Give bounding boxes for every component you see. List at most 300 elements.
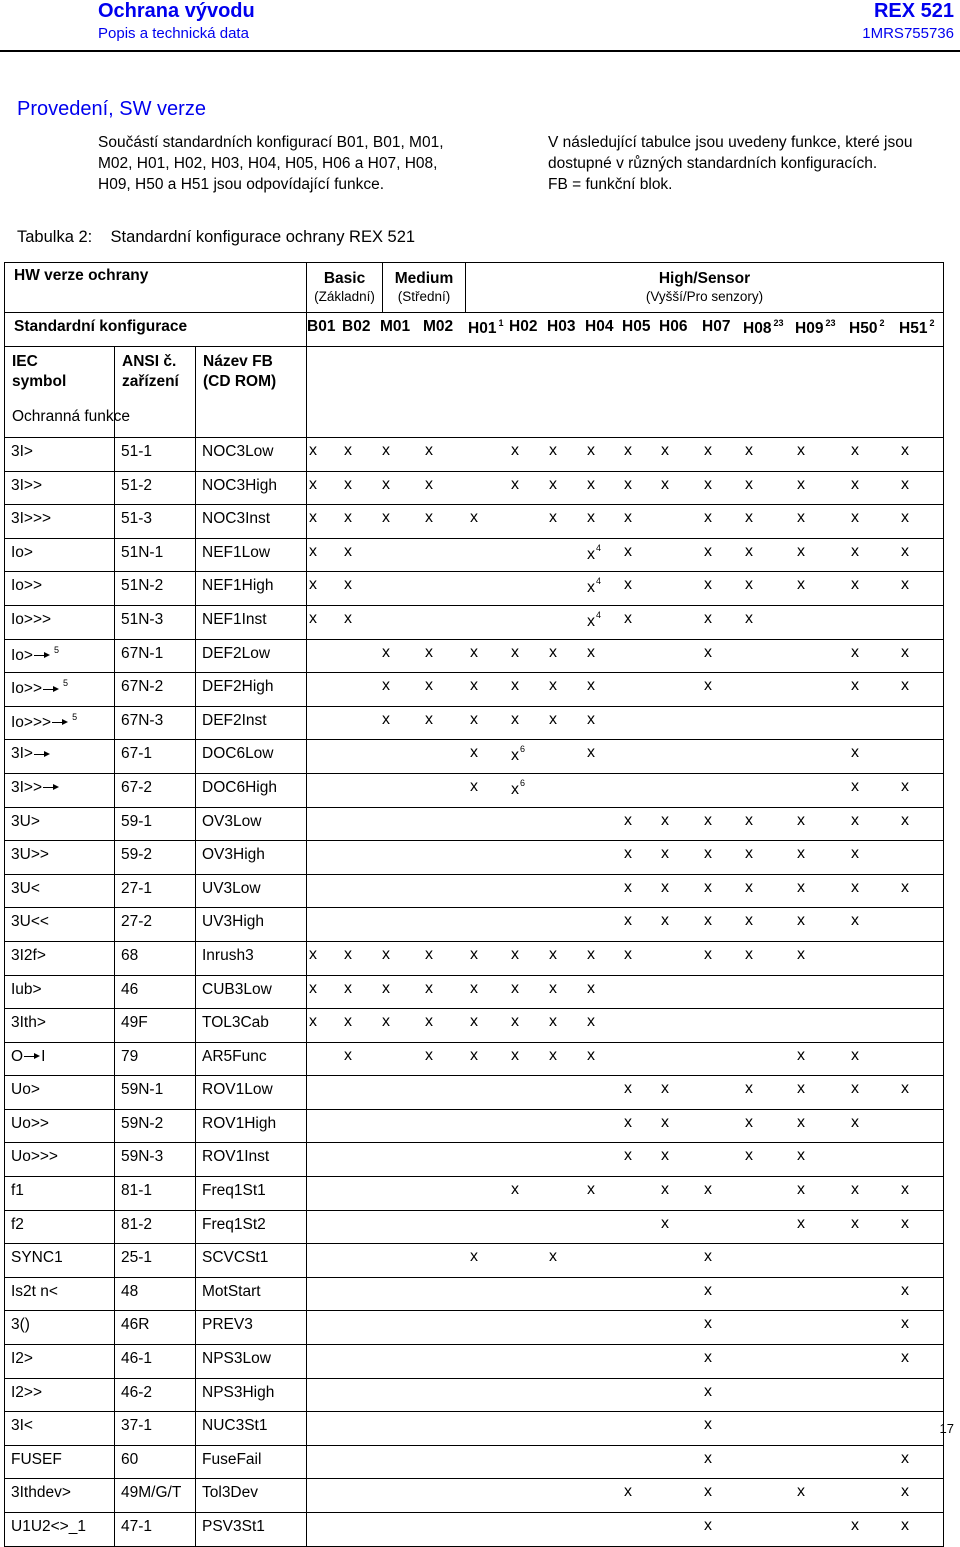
iec-symbol: 3U<: [5, 874, 115, 908]
config-marks: [307, 740, 944, 774]
availability-mark: x: [511, 442, 520, 459]
ansi-number: 48: [115, 1277, 196, 1311]
ansi-number: 68: [115, 941, 196, 975]
availability-mark: x: [382, 710, 391, 728]
availability-mark: x: [425, 1046, 434, 1064]
availability-mark: x: [587, 475, 596, 493]
direction-arrow-icon: [52, 718, 68, 727]
availability-mark: x: [704, 845, 713, 863]
availability-mark: x: [704, 1315, 713, 1333]
availability-mark: x: [382, 643, 391, 661]
fb-name: DEF2Low: [196, 639, 307, 673]
availability-mark: x: [704, 1483, 713, 1501]
standard-config-label: Standardní konfigurace: [5, 313, 307, 347]
availability-mark: x: [661, 878, 670, 896]
table-row: [5, 807, 944, 841]
availability-mark: x: [587, 677, 596, 695]
availability-mark: x: [851, 777, 860, 795]
fb-name: NUC3St1: [196, 1412, 307, 1446]
table-row: [5, 1244, 944, 1278]
config-code-h04: H04: [585, 318, 614, 335]
availability-mark: x: [851, 643, 860, 661]
availability-mark: x: [549, 475, 558, 493]
fb-name: FuseFail: [196, 1445, 307, 1479]
availability-mark: x: [704, 442, 713, 459]
iec-symbol: Uo>>>: [5, 1143, 115, 1177]
table-row: [5, 1378, 944, 1412]
availability-mark: x: [745, 609, 754, 627]
availability-mark: x: [470, 643, 479, 661]
ansi-number: 79: [115, 1042, 196, 1076]
fb-name: Inrush3: [196, 941, 307, 975]
config-marks: [307, 1277, 944, 1311]
availability-mark: x: [797, 509, 806, 527]
availability-mark: x: [901, 1080, 910, 1098]
availability-mark: x: [745, 1147, 754, 1165]
availability-mark: x: [901, 442, 910, 459]
availability-mark: x: [797, 576, 806, 594]
availability-mark: x: [901, 576, 910, 594]
availability-mark: x: [661, 475, 670, 493]
ansi-number: 46-1: [115, 1345, 196, 1379]
availability-mark: x: [624, 442, 633, 459]
availability-mark: x: [704, 576, 713, 594]
availability-mark: x: [511, 475, 520, 493]
fb-name: UV3Low: [196, 874, 307, 908]
config-marks: [307, 975, 944, 1009]
iec-symbol: Iub>: [5, 975, 115, 1009]
config-code-h50: H50 $^2$: [849, 318, 885, 337]
availability-mark: x: [624, 1483, 633, 1501]
availability-mark: x: [704, 945, 713, 963]
hw-version-label: HW verze ochrany: [5, 263, 307, 313]
availability-mark: x: [797, 1181, 806, 1199]
config-marks: [307, 1378, 944, 1412]
availability-mark: x: [661, 1147, 670, 1165]
availability-mark: x: [549, 1013, 558, 1031]
config-code-h03: H03: [547, 318, 576, 335]
table-row: [5, 471, 944, 505]
availability-mark: x: [797, 1147, 806, 1165]
table-body: [5, 438, 944, 1547]
config-marks: [307, 572, 944, 606]
availability-mark: x: [745, 1113, 754, 1131]
iec-symbol: U1U2<>_1: [5, 1513, 115, 1547]
config-code-h09: H09 $^{23}$: [795, 318, 836, 337]
config-marks: [307, 1076, 944, 1110]
direction-arrow-icon: [24, 1052, 40, 1061]
availability-mark: x: [470, 710, 479, 728]
availability-mark: x: [851, 878, 860, 896]
availability-mark: x: [587, 643, 596, 661]
availability-mark: x: [797, 1046, 806, 1064]
availability-mark: x: [851, 576, 860, 594]
config-marks: [307, 941, 944, 975]
iec-symbol: O I: [5, 1042, 115, 1076]
fb-name: Tol3Dev: [196, 1479, 307, 1513]
availability-mark: x: [587, 1013, 596, 1031]
availability-mark: x: [704, 475, 713, 493]
availability-mark: x: [425, 710, 434, 728]
availability-mark: x: [704, 643, 713, 661]
iec-symbol: 3I>>: [5, 471, 115, 505]
availability-mark: x: [661, 811, 670, 829]
table-row: [5, 908, 944, 942]
availability-mark: x: [470, 1046, 479, 1064]
availability-mark: x: [344, 979, 353, 997]
intro-right-line: FB = funkční blok.: [548, 176, 673, 193]
ansi-number: 47-1: [115, 1513, 196, 1547]
table-row: [5, 975, 944, 1009]
availability-mark: x: [851, 1046, 860, 1064]
availability-mark: $x^6$: [511, 777, 526, 798]
group-high: [466, 263, 944, 313]
availability-mark: x: [797, 542, 806, 560]
iec-symbol: Io>> $^5$: [5, 673, 115, 707]
availability-mark: x: [511, 945, 520, 963]
availability-mark: x: [797, 475, 806, 493]
fb-name: NOC3Low: [196, 438, 307, 472]
availability-mark: x: [309, 945, 318, 963]
table-row: [5, 1445, 944, 1479]
intro-right-line: dostupné v různých standardních konfiguracích.: [548, 155, 878, 172]
intro-right-line: V následující tabulce jsou uvedeny funkce, které jsou: [548, 134, 913, 151]
config-marks: [307, 639, 944, 673]
availability-mark: x: [745, 912, 754, 930]
table-row: [5, 941, 944, 975]
table-row: [5, 438, 944, 472]
availability-mark: x: [382, 1013, 391, 1031]
availability-mark: x: [425, 475, 434, 493]
ansi-number: 27-2: [115, 908, 196, 942]
config-marks: [307, 1412, 944, 1446]
availability-mark: x: [901, 475, 910, 493]
availability-mark: x: [704, 1416, 713, 1434]
ansi-number: 67-2: [115, 773, 196, 807]
availability-mark: x: [309, 542, 318, 560]
iec-symbol: 3Ith>: [5, 1009, 115, 1043]
availability-mark: x: [425, 945, 434, 963]
availability-mark: x: [901, 643, 910, 661]
availability-mark: x: [901, 509, 910, 527]
iec-symbol: f1: [5, 1177, 115, 1211]
availability-mark: x: [797, 1080, 806, 1098]
fb-name: DOC6High: [196, 773, 307, 807]
fb-name: NOC3High: [196, 471, 307, 505]
group-sub: (Základní): [314, 289, 375, 304]
availability-mark: x: [549, 442, 558, 459]
table-row: [5, 1076, 944, 1110]
fb-name: NEF1Inst: [196, 605, 307, 639]
fb-name: SCVCSt1: [196, 1244, 307, 1278]
config-code-b02: B02: [342, 318, 371, 335]
direction-arrow-icon: [43, 685, 59, 694]
availability-mark: x: [511, 710, 520, 728]
availability-mark: $x^4$: [587, 542, 602, 563]
config-marks: [307, 538, 944, 572]
config-marks: [307, 605, 944, 639]
availability-mark: x: [661, 1214, 670, 1232]
iec-symbol: 3I>: [5, 740, 115, 774]
availability-mark: x: [745, 878, 754, 896]
fb-name: DEF2Inst: [196, 706, 307, 740]
intro-right: [548, 132, 956, 195]
availability-mark: x: [624, 609, 633, 627]
availability-mark: x: [549, 945, 558, 963]
header-rule: [0, 50, 960, 52]
intro-left: [98, 132, 506, 195]
iec-symbol: I2>>: [5, 1378, 115, 1412]
config-code-m01: M01: [380, 318, 411, 335]
config-marks: [307, 1210, 944, 1244]
availability-mark: x: [901, 1214, 910, 1232]
ansi-number: 67N-2: [115, 673, 196, 707]
fb-name: CUB3Low: [196, 975, 307, 1009]
config-marks: [307, 1445, 944, 1479]
ansi-number: 27-1: [115, 874, 196, 908]
availability-mark: x: [704, 542, 713, 560]
availability-mark: x: [549, 710, 558, 728]
table-row: [5, 706, 944, 740]
intro-left-line: Součástí standardních konfigurací B01, B01, M01,: [98, 134, 444, 151]
availability-mark: x: [851, 1113, 860, 1131]
config-marks: [307, 505, 944, 539]
configuration-table: [4, 262, 944, 1547]
availability-mark: x: [549, 979, 558, 997]
availability-mark: x: [344, 509, 353, 527]
table-row: [5, 1345, 944, 1379]
availability-mark: x: [511, 1181, 520, 1199]
ansi-number: 51-1: [115, 438, 196, 472]
iec-symbol: 3I2f>: [5, 941, 115, 975]
availability-mark: x: [624, 811, 633, 829]
availability-mark: x: [745, 509, 754, 527]
availability-mark: x: [624, 945, 633, 963]
iec-symbol: Uo>: [5, 1076, 115, 1110]
ansi-number: 46R: [115, 1311, 196, 1345]
availability-mark: x: [745, 811, 754, 829]
iec-symbol: 3I>>: [5, 773, 115, 807]
availability-mark: x: [309, 576, 318, 594]
availability-mark: x: [587, 945, 596, 963]
direction-arrow-icon: [34, 651, 50, 660]
availability-mark: x: [704, 609, 713, 627]
availability-mark: x: [382, 442, 391, 459]
ansi-number: 37-1: [115, 1412, 196, 1446]
fb-name: AR5Func: [196, 1042, 307, 1076]
availability-mark: x: [624, 576, 633, 594]
availability-mark: x: [624, 1113, 633, 1131]
ansi-number: 67N-3: [115, 706, 196, 740]
fb-name: PREV3: [196, 1311, 307, 1345]
availability-mark: x: [309, 979, 318, 997]
table-row: [5, 1311, 944, 1345]
availability-mark: x: [704, 509, 713, 527]
availability-mark: x: [587, 1046, 596, 1064]
availability-mark: x: [309, 1013, 318, 1031]
document-subtitle: Popis a technická data: [98, 25, 249, 42]
table-row: [5, 639, 944, 673]
table-caption: Tabulka 2: Standardní konfigurace ochrany REX 521: [17, 228, 416, 246]
intro-left-line: H09, H50 a H51 jsou odpovídající funkce.: [98, 176, 385, 193]
ansi-number: 51N-1: [115, 538, 196, 572]
ansi-number: 49M/G/T: [115, 1479, 196, 1513]
availability-mark: x: [425, 979, 434, 997]
protection-function-label: Ochranná funkce: [12, 408, 131, 425]
iec-symbol: 3(): [5, 1311, 115, 1345]
availability-mark: x: [704, 811, 713, 829]
iec-symbol: 3U>>: [5, 841, 115, 875]
iec-symbol: 3Ithdev>: [5, 1479, 115, 1513]
availability-mark: x: [511, 1046, 520, 1064]
config-marks: [307, 807, 944, 841]
group-medium: [383, 263, 466, 313]
availability-mark: x: [624, 509, 633, 527]
availability-mark: x: [797, 945, 806, 963]
availability-mark: x: [382, 979, 391, 997]
table-row: [5, 673, 944, 707]
config-marks: [307, 841, 944, 875]
table-row: [5, 538, 944, 572]
availability-mark: x: [511, 1013, 520, 1031]
table-row: [5, 841, 944, 875]
table-row: [5, 505, 944, 539]
document-title: Ochrana vývodu: [98, 0, 255, 22]
availability-mark: x: [382, 677, 391, 695]
availability-mark: x: [624, 845, 633, 863]
fb-name: NEF1High: [196, 572, 307, 606]
availability-mark: x: [344, 442, 353, 459]
availability-mark: x: [745, 945, 754, 963]
fb-name: OV3Low: [196, 807, 307, 841]
direction-arrow-icon: [34, 750, 50, 759]
availability-mark: x: [745, 475, 754, 493]
availability-mark: x: [587, 710, 596, 728]
availability-mark: x: [901, 777, 910, 795]
availability-mark: x: [587, 509, 596, 527]
table-row: [5, 1109, 944, 1143]
group-sub: (Střední): [397, 289, 451, 304]
table-row: [5, 773, 944, 807]
availability-mark: x: [797, 1113, 806, 1131]
config-marks: [307, 1345, 944, 1379]
config-marks: [307, 1009, 944, 1043]
availability-mark: x: [425, 677, 434, 695]
iec-symbol: Io>>: [5, 572, 115, 606]
availability-mark: x: [901, 677, 910, 695]
availability-mark: x: [661, 912, 670, 930]
availability-mark: x: [851, 1181, 860, 1199]
availability-mark: x: [344, 1046, 353, 1064]
fb-name: MotStart: [196, 1277, 307, 1311]
availability-mark: x: [425, 509, 434, 527]
fb-name: NPS3Low: [196, 1345, 307, 1379]
ansi-number: 59-1: [115, 807, 196, 841]
config-marks: [307, 908, 944, 942]
availability-mark: x: [549, 643, 558, 661]
config-code-h51: H51 $^2$: [899, 318, 935, 337]
availability-mark: x: [624, 475, 633, 493]
availability-mark: x: [309, 475, 318, 493]
availability-mark: x: [344, 609, 353, 627]
availability-mark: x: [661, 1113, 670, 1131]
config-marks: [307, 1143, 944, 1177]
ansi-number: 81-2: [115, 1210, 196, 1244]
availability-mark: x: [549, 509, 558, 527]
config-marks: [307, 438, 944, 472]
ansi-number: 59N-2: [115, 1109, 196, 1143]
ansi-number: 67-1: [115, 740, 196, 774]
ansi-number: 67N-1: [115, 639, 196, 673]
iec-symbol: Io>>>: [5, 605, 115, 639]
availability-mark: x: [901, 1449, 910, 1467]
config-codes: [307, 313, 944, 347]
availability-mark: x: [797, 845, 806, 863]
availability-mark: x: [470, 945, 479, 963]
availability-mark: x: [344, 1013, 353, 1031]
availability-mark: x: [851, 542, 860, 560]
availability-mark: x: [425, 442, 434, 459]
availability-mark: x: [704, 1281, 713, 1299]
group-basic: [307, 263, 383, 313]
availability-mark: x: [511, 643, 520, 661]
config-code-h05: H05: [622, 318, 651, 335]
group-sub: (Vyšší/Pro senzory): [645, 289, 764, 304]
availability-mark: x: [470, 677, 479, 695]
page-number: 17: [939, 1421, 954, 1436]
availability-mark: x: [851, 1517, 860, 1534]
availability-mark: x: [797, 811, 806, 829]
iec-symbol: I2>: [5, 1345, 115, 1379]
config-marks: [307, 1479, 944, 1513]
availability-mark: x: [901, 1483, 910, 1501]
availability-mark: x: [851, 1080, 860, 1098]
availability-mark: x: [745, 542, 754, 560]
availability-mark: x: [425, 1013, 434, 1031]
config-marks: [307, 1513, 944, 1547]
col-iec-label: IEC symbol: [12, 353, 67, 390]
availability-mark: x: [549, 1046, 558, 1064]
availability-mark: x: [624, 1080, 633, 1098]
availability-mark: x: [901, 1349, 910, 1367]
config-marks: [307, 471, 944, 505]
availability-mark: x: [470, 777, 479, 795]
availability-mark: x: [901, 1315, 910, 1333]
availability-mark: x: [344, 475, 353, 493]
config-marks: [307, 1244, 944, 1278]
availability-mark: x: [851, 811, 860, 829]
availability-mark: x: [382, 945, 391, 963]
availability-mark: x: [624, 1147, 633, 1165]
fb-name: NPS3High: [196, 1378, 307, 1412]
table-row: [5, 1210, 944, 1244]
fb-name: NOC3Inst: [196, 505, 307, 539]
table-row: [5, 1009, 944, 1043]
availability-mark: x: [851, 744, 860, 762]
availability-mark: x: [797, 912, 806, 930]
fb-name: DOC6Low: [196, 740, 307, 774]
availability-mark: x: [704, 1181, 713, 1199]
fb-name: UV3High: [196, 908, 307, 942]
iec-symbol: 3I<: [5, 1412, 115, 1446]
availability-mark: x: [425, 643, 434, 661]
iec-symbol: 3I>: [5, 438, 115, 472]
availability-mark: x: [797, 442, 806, 459]
ansi-number: 46: [115, 975, 196, 1009]
availability-mark: x: [470, 1248, 479, 1266]
availability-mark: x: [745, 442, 754, 459]
config-code-m02: M02: [423, 318, 454, 335]
